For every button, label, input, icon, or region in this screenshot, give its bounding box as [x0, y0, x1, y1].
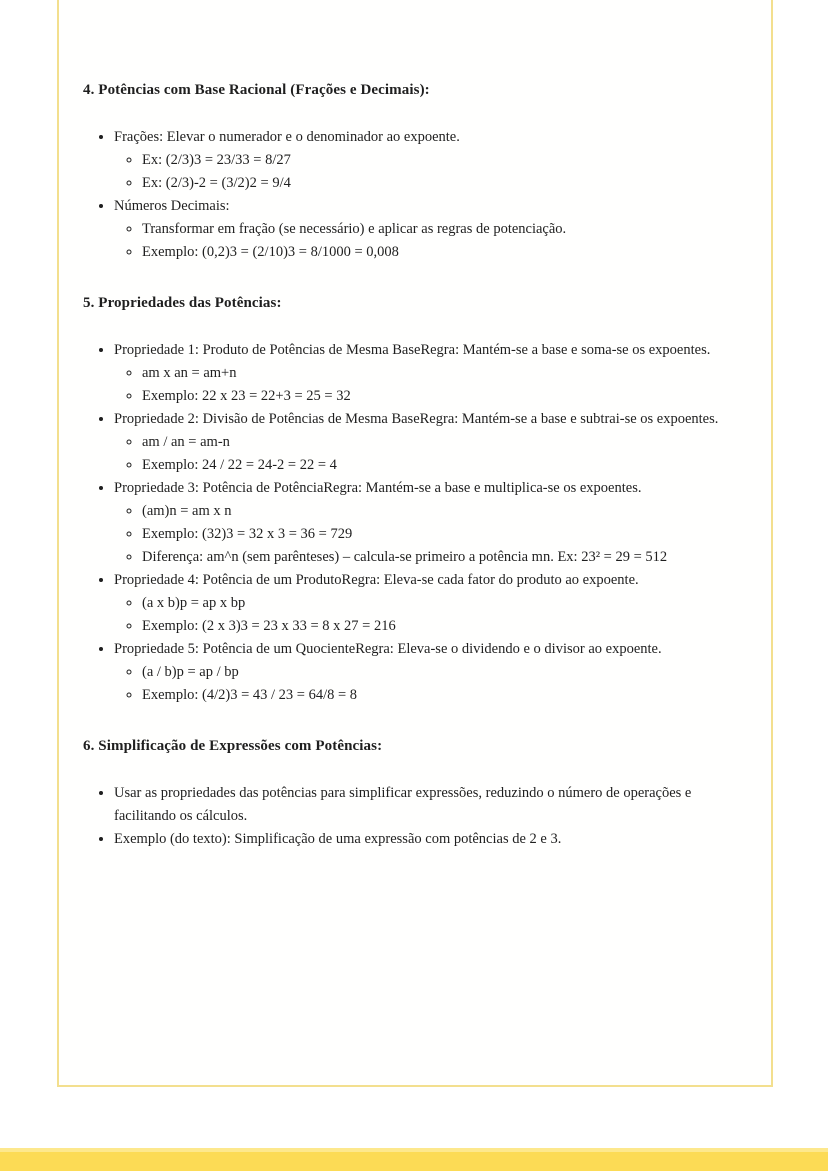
list-item: [114, 638, 747, 707]
list-item-text: Propriedade 1: Produto de Potências de Mesma BaseRegra: Mantém-se a base e soma-se os expoentes.: [114, 342, 711, 358]
section-heading: 5. Propriedades das Potências:: [83, 295, 282, 311]
list-item-text: Propriedade 3: Potência de PotênciaRegra: Mantém-se a base e multiplica-se os expoentes.: [114, 480, 642, 496]
bottom-accent-bar: [0, 1148, 828, 1171]
sub-list-item: ◦ Exemplo: (32)3 = 32 x 3 = 36 = 729: [142, 523, 747, 546]
sub-list-item: ◦ Transformar em fração (se necessário) e aplicar as regras de potenciação.: [142, 218, 747, 241]
sub-bullet-list: [114, 661, 747, 707]
section-potencias-base-racional: [83, 81, 747, 264]
list-item-text: Frações: Elevar o numerador e o denominador ao expoente.: [114, 129, 460, 145]
section-propriedades-potencias: [83, 294, 747, 707]
list-item: [114, 195, 747, 264]
list-item: [114, 828, 747, 851]
bullet-list: [83, 126, 747, 264]
sub-list-item: ◦ am / an = am-n: [142, 431, 747, 454]
list-item-text: Usar as propriedades das potências para simplificar expressões, reduzindo o número de operações e facilitando os cálculos.: [114, 785, 692, 824]
sub-bullet-list: [114, 149, 747, 195]
list-item-text: Propriedade 2: Divisão de Potências de Mesma BaseRegra: Mantém-se a base e subtrai-se os expoentes.: [114, 411, 719, 427]
sub-list-item: ◦ Ex: (2/3)3 = 23/33 = 8/27: [142, 149, 747, 172]
section-heading: 6. Simplificação de Expressões com Potências:: [83, 738, 383, 754]
list-item: [114, 408, 747, 477]
sub-list-item: ◦ Exemplo: (4/2)3 = 43 / 23 = 64/8 = 8: [142, 684, 747, 707]
sub-list-item: ◦ am x an = am+n: [142, 362, 747, 385]
list-item: [114, 477, 747, 569]
sub-bullet-list: [114, 431, 747, 477]
list-item: [114, 782, 747, 828]
sub-list-item: ◦ Diferença: am^n (sem parênteses) – calcula-se primeiro a potência mn. Ex: 23² = 29 = 512: [142, 546, 747, 569]
sub-list-item: ◦ (a / b)p = ap / bp: [142, 661, 747, 684]
list-item: [114, 569, 747, 638]
sub-list-item: ◦ Exemplo: 22 x 23 = 22+3 = 25 = 32: [142, 385, 747, 408]
sub-list-item: ◦ (a x b)p = ap x bp: [142, 592, 747, 615]
list-item-text: Propriedade 5: Potência de um QuocienteRegra: Eleva-se o dividendo e o divisor ao expoente.: [114, 641, 662, 657]
list-item: [114, 339, 747, 408]
bullet-list: [83, 782, 747, 851]
sub-list-item: ◦ (am)n = am x n: [142, 500, 747, 523]
section-simplificacao-expressoes: [83, 737, 747, 851]
sub-bullet-list: [114, 362, 747, 408]
sub-bullet-list: [114, 500, 747, 569]
sub-list-item: ◦ Ex: (2/3)-2 = (3/2)2 = 9/4: [142, 172, 747, 195]
list-item-text: Propriedade 4: Potência de um ProdutoRegra: Eleva-se cada fator do produto ao expoente.: [114, 572, 639, 588]
document-sheet: [57, 0, 773, 1087]
bullet-list: [83, 339, 747, 707]
sub-list-item: ◦ Exemplo: (0,2)3 = (2/10)3 = 8/1000 = 0,008: [142, 241, 747, 264]
list-item: [114, 126, 747, 195]
sub-list-item: ◦ Exemplo: 24 / 22 = 24-2 = 22 = 4: [142, 454, 747, 477]
sub-bullet-list: [114, 218, 747, 264]
list-item-text: Exemplo (do texto): Simplificação de uma expressão com potências de 2 e 3.: [114, 831, 562, 847]
list-item-text: Números Decimais:: [114, 198, 230, 214]
sub-bullet-list: [114, 592, 747, 638]
section-heading: 4. Potências com Base Racional (Frações e Decimais):: [83, 82, 430, 98]
sub-list-item: ◦ Exemplo: (2 x 3)3 = 23 x 33 = 8 x 27 = 216: [142, 615, 747, 638]
